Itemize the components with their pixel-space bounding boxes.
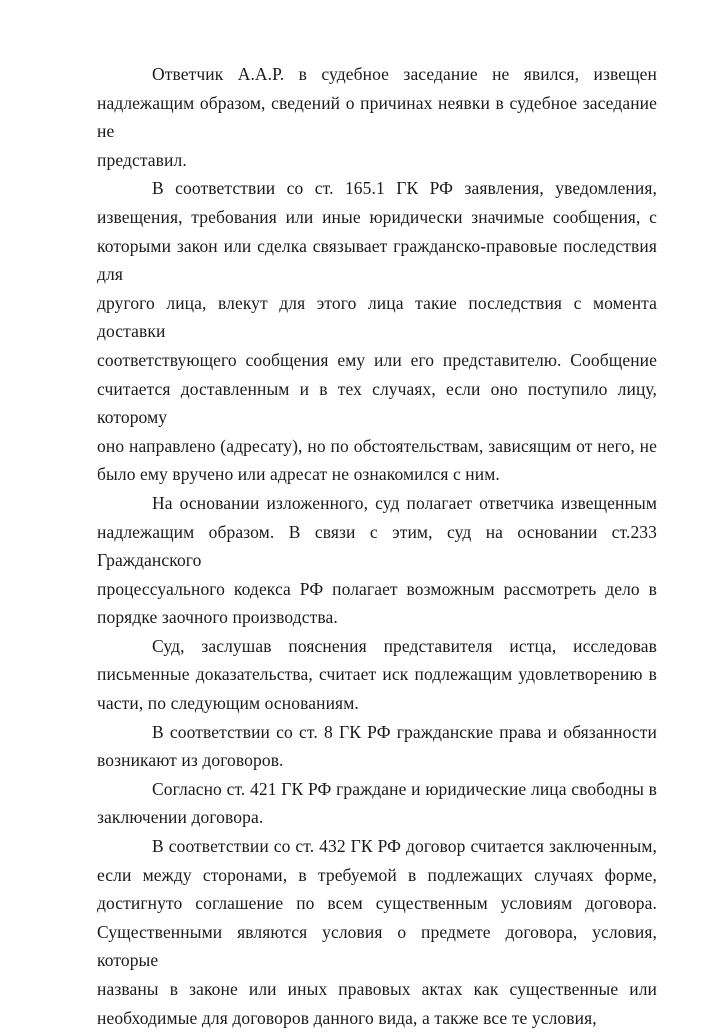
paragraph [97, 832, 657, 1032]
text-line: части, по следующим основаниям. [97, 693, 359, 714]
text-line: оно направлено (адресату), но по обстоятельствам, зависящим от него, не [97, 435, 657, 456]
text-line: Суд, заслушав пояснения представителя истца, исследовав [152, 635, 657, 656]
text-line: Ответчик А.А.Р. в судебное заседание не явился, извещен [152, 64, 657, 84]
text-line: достигнуто соглашение по всем существенным условиям договора. [97, 893, 657, 914]
text-line: надлежащим образом. В связи с этим, суд на основании ст.233 Гражданского [97, 521, 657, 571]
text-line: возникают из договоров. [97, 750, 284, 771]
text-line: считается доставленным и в тех случаях, если оно поступило лицу, которому [97, 378, 657, 428]
text-line: названы в законе или иных правовых актах как существенные или [97, 979, 657, 999]
text-line: соответствующего сообщения ему или его представителю. Сообщение [97, 349, 657, 370]
text-line: необходимые для договоров данного вида, а также все те условия, [97, 1007, 597, 1028]
text-line: было ему вручено или адресат не ознакомился с ним. [97, 464, 500, 485]
paragraph [97, 632, 657, 718]
text-line: заключении договора. [97, 807, 264, 828]
text-line: письменные доказательства, считает иск подлежащим удовлетворению в [97, 664, 657, 685]
text-line: Существенными являются условия о предмете договора, условия, которые [97, 921, 657, 971]
paragraph [97, 60, 657, 174]
paragraph [97, 489, 657, 632]
text-line: В соответствии со ст. 165.1 ГК РФ заявления, уведомления, [152, 178, 657, 199]
text-line: порядке заочного производства. [97, 607, 338, 628]
text-line: В соответствии со ст. 8 ГК РФ гражданские права и обязанности [152, 721, 657, 742]
text-line: извещения, требования или иные юридически значимые сообщения, с [97, 206, 657, 227]
text-line: представил. [97, 149, 187, 170]
text-line: Согласно ст. 421 ГК РФ граждане и юридические лица свободны в [152, 778, 657, 799]
paragraph [97, 174, 657, 489]
text-line: которыми закон или сделка связывает гражданско-правовые последствия для [97, 235, 657, 285]
paragraph [97, 718, 657, 775]
text-line: На основании изложенного, суд полагает ответчика извещенным [152, 492, 657, 513]
text-line: В соответствии со ст. 432 ГК РФ договор считается заключенным, [152, 836, 657, 857]
text-line: другого лица, влекут для этого лица такие последствия с момента доставки [97, 292, 657, 342]
paragraph [97, 775, 657, 832]
text-line: процессуального кодекса РФ полагает возможным рассмотреть дело в [97, 578, 657, 599]
text-line: если между сторонами, в требуемой в подлежащих случаях форме, [97, 864, 657, 885]
text-line: надлежащим образом, сведений о причинах неявки в судебное заседание не [97, 92, 657, 142]
document-body [97, 60, 657, 1032]
